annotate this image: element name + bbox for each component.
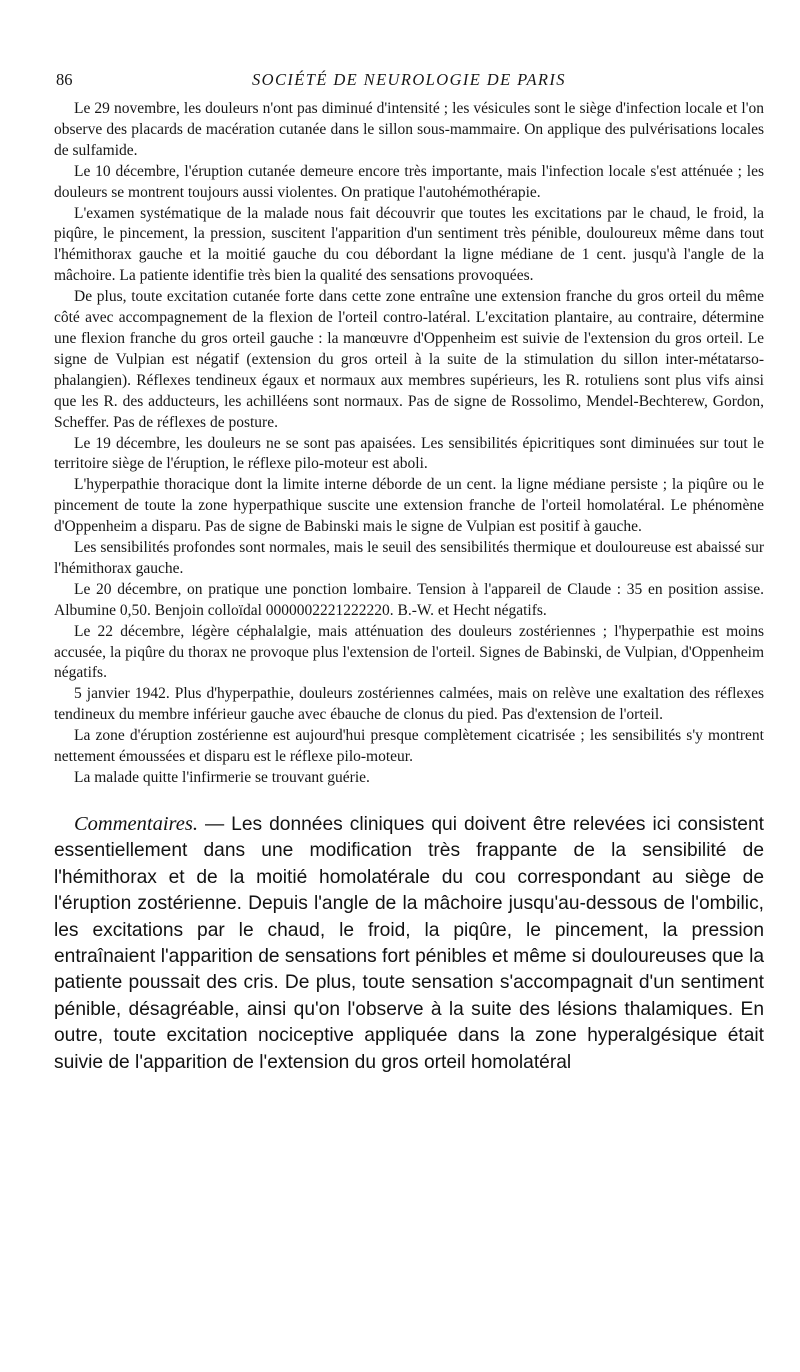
running-head xyxy=(54,66,764,96)
paragraph-zone-eruption: La zone d'éruption zostérienne est aujourd'hui presque complètement cicatrisée ; les sensibilités s'y montrent nettement émoussées et disparu est le réflexe pilo-moteur. xyxy=(54,727,764,766)
paragraph-19-decembre: Le 19 décembre, les douleurs ne se sont pas apaisées. Les sensibilités épicritiques sont diminuées sur tout le territoire siège de l'éruption, le réflexe pilo-moteur est aboli. xyxy=(54,434,764,473)
paragraph-malade-guerie: La malade quitte l'infirmerie se trouvant guérie. xyxy=(74,769,370,786)
case-report-body xyxy=(54,99,764,789)
paragraph-sensibilites-profondes: Les sensibilités profondes sont normales, mais le seuil des sensibilités thermique et douloureuse est abaissé sur l'hémithorax gauche. xyxy=(54,539,764,577)
paragraph-22-decembre: Le 22 décembre, légère céphalalgie, mais atténuation des douleurs zostériennes ; l'hyperpathie est moins accusée, la piqûre du thorax ne provoque plus l'extension de l'orteil. Signes de Babinski, de Vulpian, d'Oppenheim négatifs. xyxy=(54,622,764,682)
paragraph-hyperpathie-thoracique: L'hyperpathie thoracique dont la limite interne déborde de un cent. la ligne médiane persiste ; la piqûre ou le pincement de toute la zone hyperpathique suscite une extension franche de l'orteil homolatéral. Le phénomène d'Oppenheim a disparu. Pas de signe de Babinski mais le signe de Vulpian est positif à gauche. xyxy=(54,476,764,536)
commentary-heading: Commentaires. xyxy=(74,812,198,835)
commentary-dash: — xyxy=(197,813,232,835)
paragraph-5-janvier: 5 janvier 1942. Plus d'hyperpathie, douleurs zostériennes calmées, mais on relève une exaltation des réflexes tendineux du membre inférieur gauche avec ébauche de clonus du pied. Pas d'extension de l'orteil. xyxy=(54,685,764,724)
paragraph-examen-systematique: L'examen systématique de la malade nous fait découvrir que toutes les excitations par le chaud, le froid, la piqûre, le pincement, la pression, suscitent l'apparition d'un sentiment très pénible, douloureux même dans tout l'hémithorax gauche et la moitié gauche du cou débordant la ligne médiane de 1 cent. jusqu'à l'angle de la mâchoire. La patiente identifie très bien la qualité des sensations provoquées. xyxy=(54,204,764,285)
paragraph-20-decembre: Le 20 décembre, on pratique une ponction lombaire. Tension à l'appareil de Claude : 35 en position assise. Albumine 0,50. Benjoin colloïdal 0000002221222220. B.-W. et Hecht négatifs. xyxy=(54,580,764,619)
commentary-paragraph xyxy=(54,811,764,1076)
paragraph-10-decembre: Le 10 décembre, l'éruption cutanée demeure encore très importante, mais l'infection locale s'est atténuée ; les douleurs se montrent toujours aussi violentes. On pratique l'autohémothérapie. xyxy=(54,162,764,201)
running-title: SOCIÉTÉ DE NEUROLOGIE DE PARIS xyxy=(252,70,566,89)
journal-page xyxy=(54,66,764,1095)
paragraph-29-novembre: Le 29 novembre, les douleurs n'ont pas diminué d'intensité ; les vésicules sont le siège d'infection locale et l'on observe des placards de macération cutanée dans le sillon sous-mammaire. On applique des pulvérisations locales de sulfamide. xyxy=(54,100,764,159)
page-number: 86 xyxy=(56,70,73,89)
commentary-text: Les données cliniques qui doivent être relevées ici consistent essentiellement dans une modification très frappante de la sensibilité de l'hémithorax et de la moitié homolatérale du cou correspondant au siège de l'éruption zostérienne. Depuis l'angle de la mâchoire jusqu'au-dessous de l'ombilic, les excitations par le chaud, le froid, la piqûre, le pincement, la pression entraînaient l'apparition de sensations fort pénibles et même si douloureuses que la patiente poussait des cris. De plus, toute sensation s'accompagnait d'un sentiment pénible, désagréable, ainsi qu'on l'observe à la suite des lésions thalamiques. En outre, toute excitation nociceptive appliquée dans la zone hyperalgésique était suivie de l'apparition de l'extension du gros orteil homolatéral xyxy=(54,813,764,1073)
paragraph-excitation-cutanee: De plus, toute excitation cutanée forte dans cette zone entraîne une extension franche du gros orteil du même côté avec accompagnement de la flexion de l'orteil contro-latéral. L'excitation plantaire, au contraire, détermine une flexion franche du gros orteil gauche : la manœuvre d'Oppenheim est suivie de l'extension du gros orteil. Le signe de Vulpian est négatif (extension du gros orteil à la suite de la stimulation du sillon inter-métatarso-phalangien). Réflexes tendineux égaux et normaux aux membres supérieurs, les R. rotuliens sont plus vifs ainsi que les R. des adducteurs, les achilléens sont normaux. Pas de signe de Rossolimo, Mendel-Bechterew, Gordon, Scheffer. Pas de réflexes de posture. xyxy=(54,288,764,431)
